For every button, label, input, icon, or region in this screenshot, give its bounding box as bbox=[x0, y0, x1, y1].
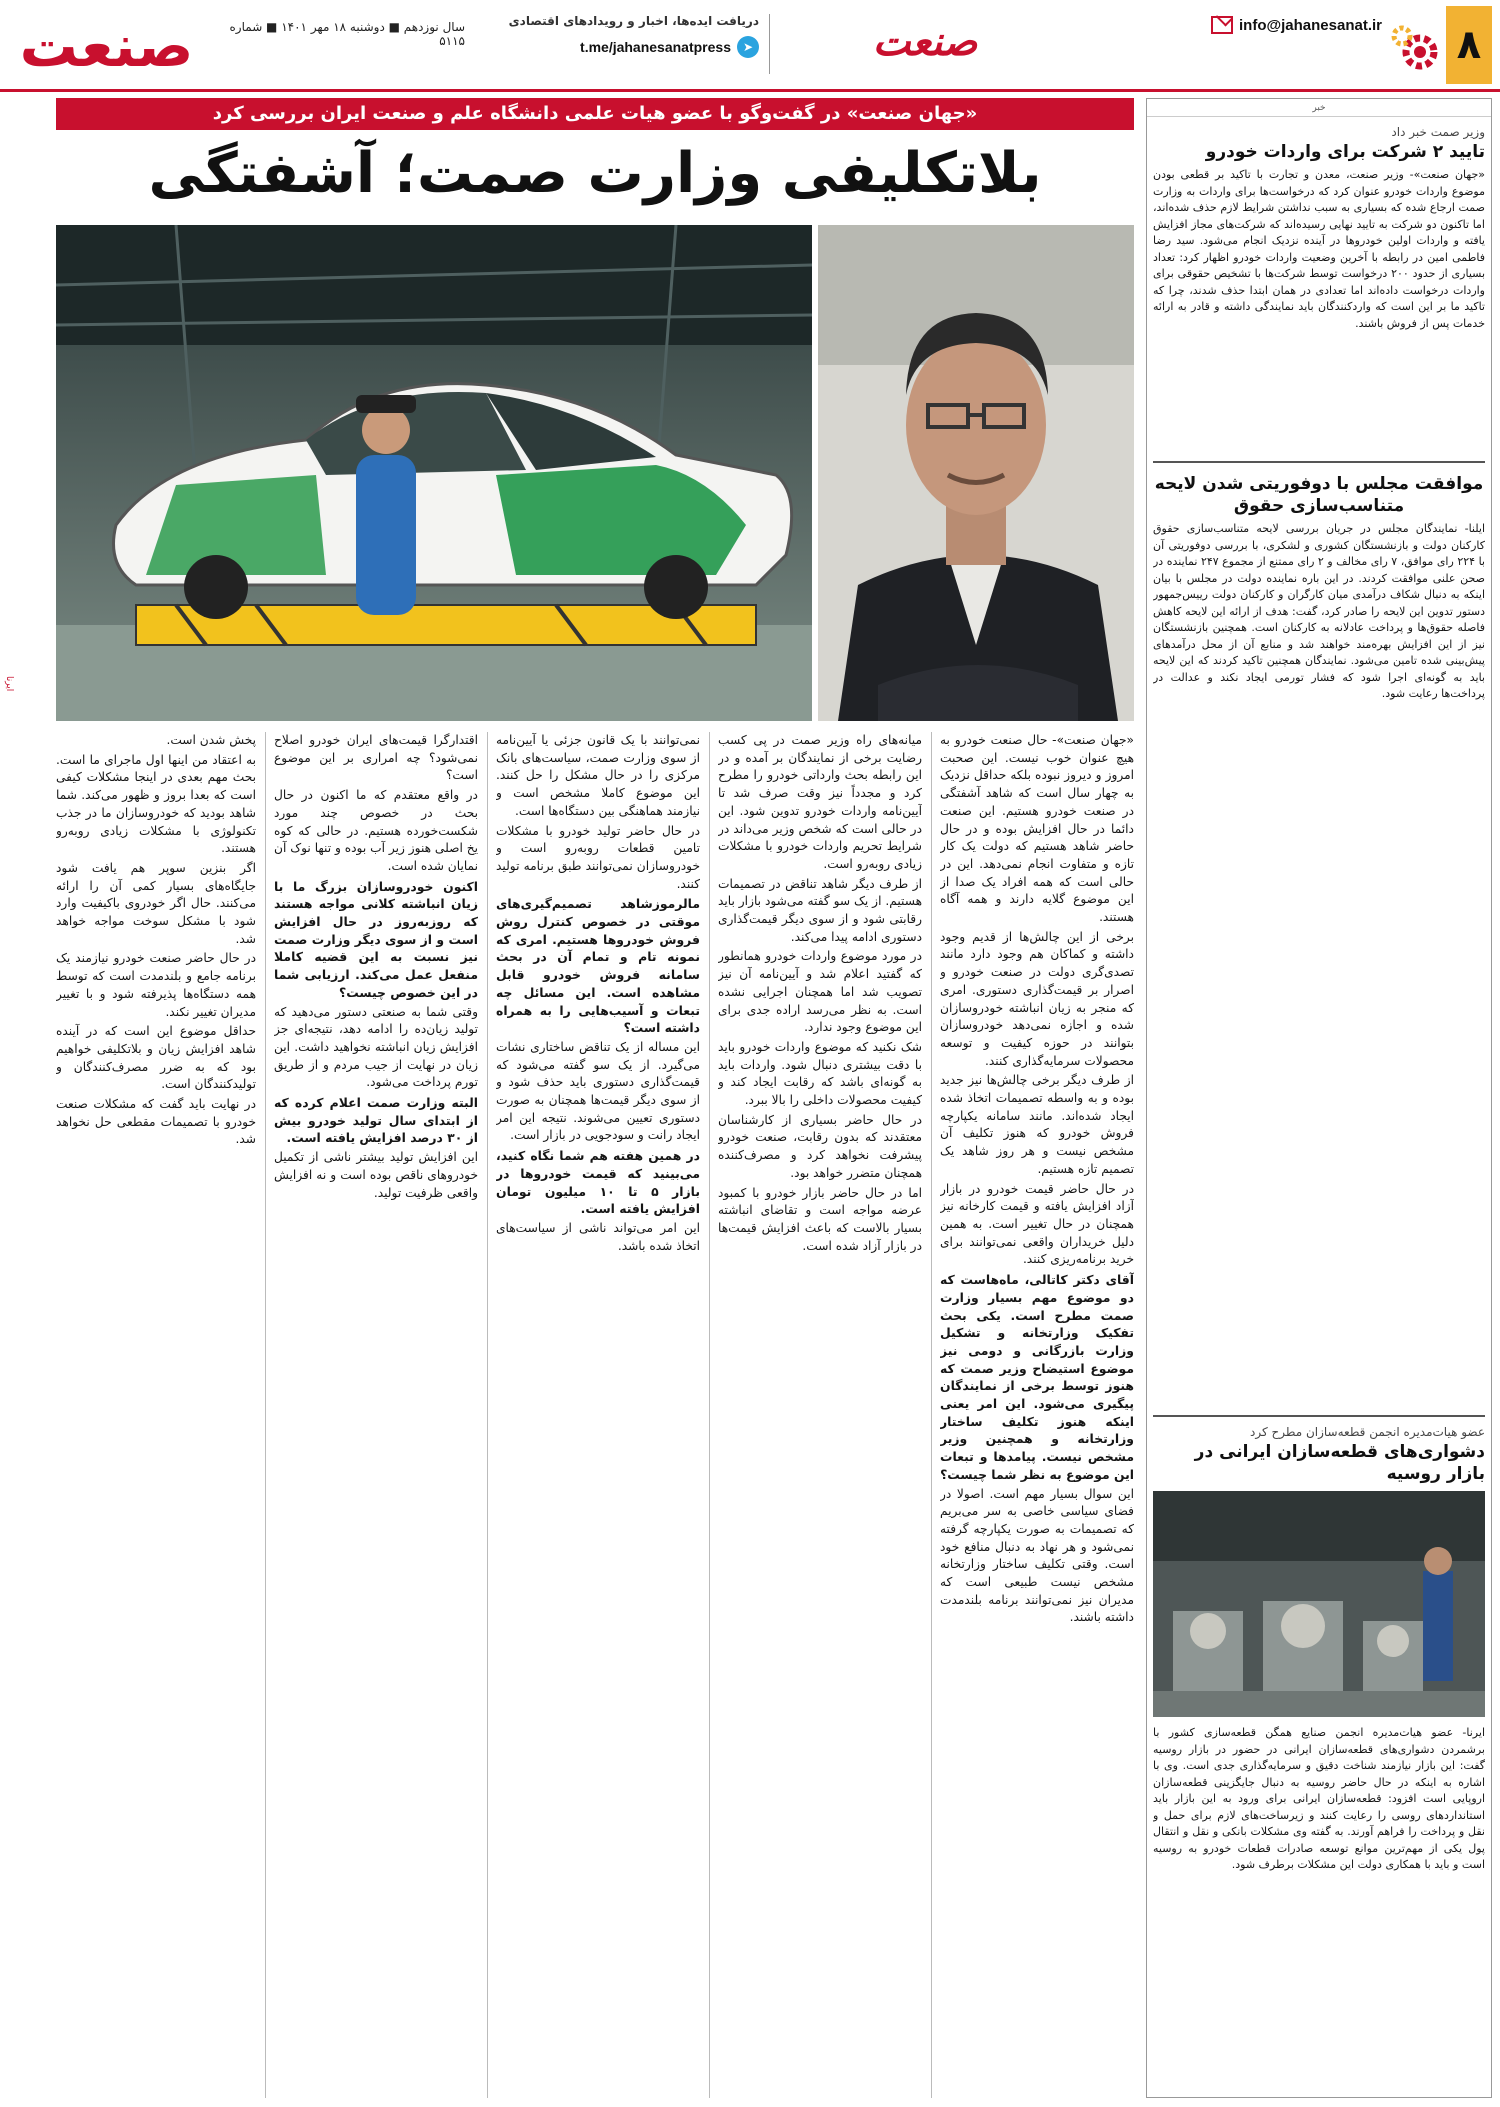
column-divider bbox=[265, 732, 266, 2098]
interview-question: آقای دکتر کاتالی، ماه‌هاست که دو موضوع مهم بسیار وزارت صمت مطرح است. یکی بحث تفکیک وزارتخانه و تشکیل وزارت بازرگانی و دومی نیز موضوع استیضاح وزیر صمت که هنوز توسط برخی از نمایندگان پیگیری می‌شود. این امر یعنی اینکه هنوز تکلیف ساختار وزارتخانه و همچنین وزیر مشخص نیست. پیامدها و تبعات این موضوع به نظر شما چیست؟ bbox=[940, 1272, 1134, 1482]
news-body: «جهان صنعت»- وزیر صنعت، معدن و تجارت با تاکید بر قطعی بودن موضوع واردات خودرو عنوان کرد که درخواست‌ها برای واردات به وزارت صمت ارجاع شده که بسیاری به سبب نداشتن شرایط لازم حذف شده‌اند، اما تاکنون دو شرکت به تایید نهایی رسیده‌اند که شرکت‌های مجاز افزایش یافته و واردات اولین خودروها در آینده نزدیک انجام می‌شود. سید رضا فاطمی امین در رابطه با آخرین وضعیت واردات خودرو اظهار کرد: تعداد بسیاری از حدود ۲۰۰ درخواست توسط شرکت‌ها با تشخیص حقوقی برای واردات درخواست داده‌اند اما تعدادی در همان ابتدا حذف شدند، چرا که تاکید ما بر این است که واردکنندگان باید نمایندگی داشته و قادر به ارائه خدمات پس از فروش باشند. bbox=[1153, 168, 1485, 330]
article-paragraph: از طرف دیگر شاهد تناقض در تصمیمات هستیم. از یک سو گفته می‌شود بازار باید رقابتی شود و از سوی دیگر قیمت‌گذاری دستوری ادامه پیدا می‌کند. bbox=[718, 876, 922, 944]
news-sidebar bbox=[1146, 98, 1492, 2098]
news-title: موافقت مجلس با دوفوریتی شدن لایحه متناسب‌سازی حقوق bbox=[1154, 474, 1484, 516]
article-paragraph: «جهان صنعت»- حال صنعت خودرو به هیچ عنوان خوب نیست. این صحبت امروز و دیروز نبوده بلکه حداقل نزدیک به چهار سال است که شاهد آشفتگی در صنعت خودرو هستیم. این صنعت دائما در حال افزایش بوده و در حال حاضر شاهد هستیم که دولت یک کار تازه و متفاوت انجام نمی‌دهد. این در حالی است که همه افراد یک صدا از این موضوع گلایه دارند و همه آگاه هستند. bbox=[940, 733, 1134, 925]
article-paragraph: حداقل موضوع این است که در آینده شاهد افزایش زیان و بلاتکلیفی خواهیم بود که به ضرر مصرف‌کنندگان و تولیدکنندگان است. bbox=[56, 1024, 256, 1092]
article-paragraph: اقتدارگرا قیمت‌های ایران خودرو اصلاح نمی‌شود؟ چه امراری بر این موضوع است؟ bbox=[274, 733, 478, 783]
article-paragraph: در مورد موضوع واردات خودرو همانطور که گفتید اعلام شد و آیین‌نامه آن نیز تصویب شد اما همچنان اجرایی نشده است. به نظر می‌رسد اراده جدی برای این موضوع وجود ندارد. bbox=[718, 949, 922, 1035]
article-paragraph: پخش شدن است. bbox=[166, 733, 256, 747]
news-title: تایید ۲ شرکت برای واردات خودرو bbox=[1205, 142, 1485, 162]
article-paragraph: در واقع معتقدم که ما اکنون در حال بحث در خصوص چند مورد شکست‌خورده هستیم. در حالی که کوه یخ اصلی هنوز زیر آب بوده و تنها نوک آن نمایان شده است. bbox=[274, 788, 478, 873]
news-body: ایرنا- عضو هیات‌مدیره انجمن صنایع همگن قطعه‌سازی کشور با برشمردن دشواری‌های قطعه‌سازان ایرانی در حضور در بازار روسیه گفت: این بازار نیازمند شناخت دقیق و سرمایه‌گذاری جدی است. وی با اشاره به اینکه در حال حاضر روسیه به دنبال جایگزینی قطعه‌سازان اروپایی است افزود: قطعه‌سازان ایرانی برای ورود به این بازار باید استانداردهای روسی را رعایت کنند و زیرساخت‌های لازم برای حمل و نقل و پرداخت را فراهم آورند. به گفته وی مشکلات بانکی و نقل و انتقال پول یکی از مهم‌ترین موانع توسعه صادرات قطعات خودرو به روسیه است و باید با همکاری دولت این مشکلات برطرف شود. bbox=[1153, 1726, 1485, 1871]
article-paragraph: اما در حال حاضر بازار خودرو با کمبود عرضه مواجه است و تقاضای انباشته بسیار بالاست که باعث افزایش قیمت‌ها در بازار آزاد شده است. bbox=[718, 1185, 922, 1253]
article-kicker: «جهان صنعت» در گفت‌وگو با عضو هیات علمی دانشگاه علم و صنعت ایران بررسی کرد bbox=[56, 98, 1134, 130]
email-contact[interactable] bbox=[1211, 14, 1382, 36]
interview-question: البته وزارت صمت اعلام کرده که از ابتدای سال تولید خودرو بیش از ۳۰ درصد افزایش یافته است. bbox=[274, 1095, 478, 1146]
telegram-handle[interactable]: t.me/jahanesanatpress bbox=[580, 39, 731, 55]
news-kicker: وزیر صمت خبر داد bbox=[1391, 125, 1485, 139]
article-column-2 bbox=[718, 732, 922, 2098]
sidebar-label: خبر bbox=[1147, 99, 1491, 117]
mail-icon bbox=[1211, 16, 1233, 34]
news-title: دشواری‌های قطعه‌سازان ایرانی در بازار روسیه bbox=[1194, 1442, 1485, 1484]
logo-wordmark: صنعت bbox=[19, 12, 194, 80]
sidebar-news-item bbox=[1153, 471, 1485, 1341]
interview-question: اکنون خودروسازان بزرگ ما با زیان انباشته کلانی مواجه هستند که روزبه‌روز در حال افزایش است و از سوی دیگر وزارت صمت نیز نسبت به این قضیه کاملا منفعل عمل می‌کند. ارزیابی شما در این خصوص چیست؟ bbox=[274, 878, 478, 1000]
article-headline: بلاتکلیفی وزارت صمت؛ آشفتگی bbox=[148, 141, 1042, 206]
article-paragraph: از طرف دیگر برخی چالش‌ها نیز جدید بوده و به واسطه تصمیمات اتخاذ شده ایجاد شده‌اند. مانند سامانه یکپارچه فروش خودرو که هنوز تکلیف آن مشخص نیست و هر روز شاهد یک تصمیم تازه هستیم. bbox=[940, 1073, 1134, 1176]
email-text: info@jahanesanat.ir bbox=[1239, 16, 1382, 34]
issue-info: سال نوزدهم ■ دوشنبه ۱۸ مهر ۱۴۰۱ ■ شماره ۵۱۱۵ bbox=[229, 20, 465, 48]
article-paragraph: در حال حاضر صنعت خودرو نیازمند یک برنامه جامع و بلندمدت است که توسط همه دستگاه‌ها پذیرفته شود و با تغییر مدیران تغییر نکند. bbox=[56, 951, 256, 1019]
interviewee-portrait bbox=[818, 225, 1134, 721]
sidebar-news-item bbox=[1153, 1425, 1485, 1489]
article-column-5 bbox=[56, 732, 256, 2098]
article-paragraph: به اعتقاد من اینها اول ماجرای ما است. بحث مهم بعدی در اینجا مشکلات کیفی است که بعدا بروز و ظهور می‌کند. شما شاهد بودید که خودروسازان ما در جذب تکنولوژی با مشکلات زیادی روبه‌رو هستند. bbox=[56, 752, 256, 856]
car-factory-photo bbox=[56, 225, 812, 721]
column-divider bbox=[487, 732, 488, 2098]
article-paragraph: در نهایت باید گفت که مشکلات صنعت خودرو با تصمیمات مقطعی حل نخواهد شد. bbox=[56, 1097, 256, 1147]
section-title: صنعت bbox=[872, 18, 978, 65]
article-paragraph: وقتی شما به صنعتی دستور می‌دهید که تولید زیان‌ده را ادامه دهد، نتیجه‌ای جز افزایش زیان انباشته نخواهید داشت. این زیان در نهایت از جیب مردم و از طریق تورم پرداخت می‌شود. bbox=[274, 1004, 478, 1090]
article-paragraph: این امر می‌تواند ناشی از سیاست‌های اتخاذ شده باشد. bbox=[496, 1220, 700, 1253]
article-paragraph: در حال حاضر بسیاری از کارشناسان معتقدند که بدون رقابت، صنعت خودرو پیشرفت نخواهد کرد و مصرف‌کننده همچنان متضرر خواهد بود. bbox=[718, 1112, 922, 1180]
telegram-promo bbox=[470, 14, 770, 74]
interview-question: مالرموزشاهد تصمیم‌گیری‌های موقتی در خصوص کنترل روش فروش خودروها هستیم. امری که نمونه تام و تمام آن در بحث سامانه فروش خودرو قابل مشاهده است. این مسائل چه تبعات و آسیب‌هایی را به همراه داشته است؟ bbox=[496, 896, 700, 1036]
parts-factory-photo bbox=[1153, 1491, 1485, 1717]
article-paragraph: این افزایش تولید بیشتر ناشی از تکمیل خودروهای ناقص بوده است و نه افزایش واقعی ظرفیت تولید. bbox=[274, 1150, 478, 1200]
news-body: ایلنا- نمایندگان مجلس در جریان بررسی لایحه متناسب‌سازی حقوق کارکنان دولت و بازنشستگان کشوری و لشکری، با بررسی دوفوریتی آن با ۲۲۴ رای موافق، ۷ رای مخالف و ۲ رای ممتنع از مجموع ۲۴۷ نماینده در صحن علنی موافقت کردند. در این باره نماینده دولت در مجلس با بیان اینکه به دنبال شکاف درآمدی میان کارگران و کارکنان دولت رییس‌جمهور دستور تدوین این لایحه را صادر کرد، گفت: هدف از ارائه این لایحه کاهش فاصله حقوق‌ها و پرداخت عادلانه به کارکنان است. همچنین بازنشستگان نیز از این افزایش بهره‌مند خواهند شد و منابع آن از محل درآمدهای پیش‌بینی شده تامین می‌شود. نمایندگان همچنین تاکید کردند که این لایحه باید به گونه‌ای اجرا شود که فشار تورمی ایجاد نکند و عدالت در پرداخت‌ها رعایت شود. bbox=[1153, 522, 1485, 700]
article-column-1 bbox=[940, 732, 1134, 2098]
masthead bbox=[0, 0, 1500, 92]
article-paragraph: برخی از این چالش‌ها از قدیم وجود داشته و کماکان هم وجود دارد مانند تصدی‌گری دولت در صنعت خودرو و اصرار بر قیمت‌گذاری دستوری. امری که منجر به زیان انباشته خودروسازان شده و اجازه نمی‌دهد خودروسازان بتوانند در حوزه کیفیت و توسعه محصولات سرمایه‌گذاری کنند. bbox=[940, 929, 1134, 1068]
sidebar-divider bbox=[1153, 1415, 1485, 1417]
telegram-icon: ➤ bbox=[737, 36, 759, 58]
article-column-3 bbox=[496, 732, 700, 2098]
article-paragraph: در حال حاضر قیمت خودرو در بازار آزاد افزایش یافته و قیمت کارخانه نیز همچنان در حال تغییر است. به همین دلیل خریداران واقعی نمی‌توانند برای خرید برنامه‌ریزی کنند. bbox=[940, 1181, 1134, 1267]
article-column-4 bbox=[274, 732, 478, 2098]
article-paragraph: در حال حاضر تولید خودرو با مشکلات تامین قطعات روبه‌رو است و خودروسازان نمی‌توانند طبق برنامه تولید کنند. bbox=[496, 823, 700, 891]
article-paragraph: شک نکنید که موضوع واردات خودرو باید با دقت بیشتری دنبال شود. واردات باید به گونه‌ای باشد که رقابت ایجاد کند و کیفیت محصولات داخلی را بالا ببرد. bbox=[718, 1039, 922, 1108]
article-paragraph: این سوال بسیار مهم است. اصولا در فضای سیاسی خاصی به سر می‌بریم که تصمیمات به صورت یکپارچه گرفته نمی‌شود و هر نهاد به دنبال منافع خود است. وقتی تکلیف ساختار وزارتخانه مشخص نیست طبیعی است که مدیران نیز نمی‌توانند برنامه بلندمدت داشته باشند. bbox=[940, 1486, 1134, 1625]
sidebar-news-item bbox=[1153, 125, 1485, 397]
page-number: ۸ bbox=[1446, 6, 1492, 84]
sidebar-divider bbox=[1153, 461, 1485, 463]
telegram-caption: دریافت ایده‌ها، اخبار و رویدادهای اقتصادی bbox=[508, 14, 759, 28]
gear-icon bbox=[1390, 22, 1442, 74]
article-paragraph: میانه‌های راه وزیر صمت در پی کسب رضایت برخی از نمایندگان بر آمده و در این رابطه بحث وارداتی خودرو را مطرح کرد و مجدداً نیز وقت صرف شد تا آیین‌نامه واردات خودرو تدوین شود. این در حالی است که شخص وزیر می‌داند در شرایط تحریم واردات خودرو با مشکلات زیادی روبه‌رو است. bbox=[718, 733, 922, 871]
newspaper-logo bbox=[14, 8, 199, 84]
article-paragraph: نمی‌توانند با یک قانون جزئی یا آیین‌نامه از سوی وزارت صمت، سیاست‌های بانک مرکزی را در حال مشکل را حل کنند. این موضوع کاملا مشخص است و نیازمند هماهنگی بین دستگاه‌ها است. bbox=[496, 733, 700, 818]
article-paragraph: این مساله از یک تناقض ساختاری نشات می‌گیرد. از یک سو گفته می‌شود که قیمت‌گذاری دستوری باید حذف شود و از سوی دیگر قیمت‌ها همچنان به صورت دستوری تعیین می‌شوند. نتیجه این امر ایجاد رانت و سودجویی در بازار است. bbox=[496, 1039, 700, 1143]
column-divider bbox=[709, 732, 710, 2098]
photo-credit: ایرنا bbox=[4, 676, 14, 692]
column-divider bbox=[931, 732, 932, 2098]
article-paragraph: اگر بنزین سوپر هم یافت شود جایگاه‌های بسیار کمی آن را ارائه می‌کنند. حال اگر خودروی باکیفیت وارد شود با مشکل سوخت مواجه خواهد شد. bbox=[56, 860, 256, 946]
interview-question: در همین هفته هم شما نگاه کنید، می‌بینید که قیمت خودروها در بازار ۵ تا ۱۰ میلیون تومان افزایش یافته است. bbox=[496, 1148, 700, 1217]
sidebar-news-body-wrap bbox=[1153, 1725, 1485, 2085]
news-kicker: عضو هیات‌مدیره انجمن قطعه‌سازان مطرح کرد bbox=[1250, 1425, 1485, 1439]
